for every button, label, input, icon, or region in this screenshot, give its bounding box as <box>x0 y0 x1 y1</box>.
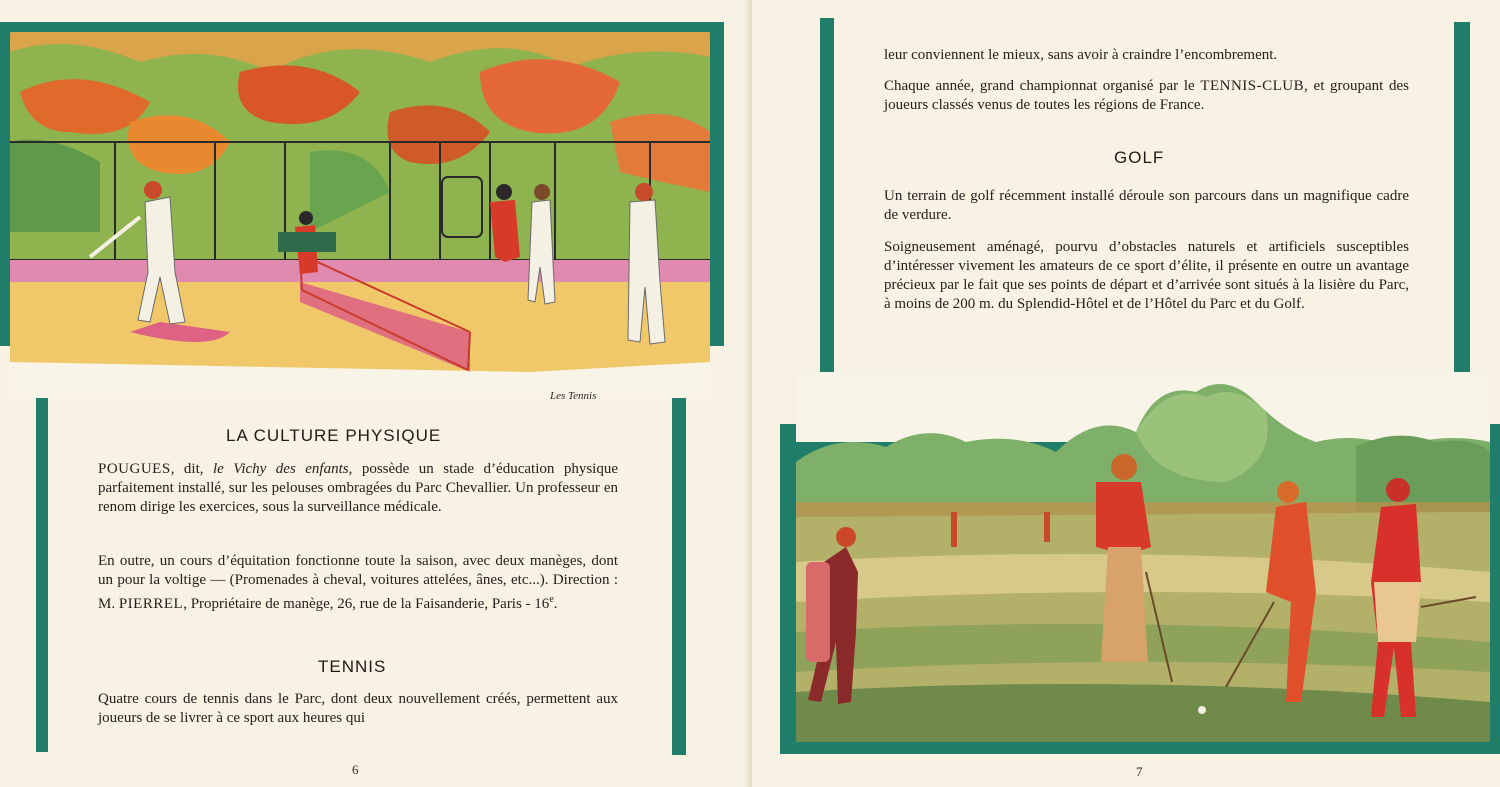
golf-paragraph-2: Soigneusement aménagé, pourvu d’obstacles naturels et artificiels susceptibles d’intéresser vivement les amateurs de ce sport d’élite, il présente en outre un avantage précieux par le fait que ses points de départ et d’arrivée sont situés à la lisière du Parc, à moins de 200 m. du Splendid-Hôtel et de l’Hôtel du Parc et du Golf. <box>884 239 1409 312</box>
tennis-p2-text-b: , et groupant des joueurs classés venus de toutes les régions de France. <box>884 78 1410 113</box>
golf-illustration <box>796 372 1490 742</box>
tennis-continued: leur conviennent le mieux, sans avoir à craindre l’encombrement. <box>884 47 1278 63</box>
tennis-paragraph-2 <box>884 77 1409 115</box>
nickname-text: le Vichy des enfants <box>212 461 349 477</box>
culture-heading: LA CULTURE PHYSIQUE <box>226 426 442 445</box>
town-name: POUGUES <box>98 461 171 477</box>
culture-p2-text-a: En outre, un cours d’équitation fonctionne toute la saison, avec deux manèges, dont un pour la voltige — (Promenades à cheval, voitures attelées, ânes, etc...). Direction : M. <box>98 553 618 612</box>
golf-paragraph-1: Un terrain de golf récemment installé déroule son parcours dans un magnifique cadre de verdure. <box>884 188 1409 223</box>
culture-paragraph-1 <box>98 460 618 517</box>
culture-p2-superscript: e <box>549 594 554 605</box>
tennis-caption: Les Tennis <box>550 390 597 402</box>
tennis-club-name: TENNIS-CLUB <box>1200 78 1305 94</box>
tennis-illustration <box>10 32 710 398</box>
golf-heading: GOLF <box>1114 148 1165 167</box>
tennis-scene-svg <box>10 32 710 398</box>
culture-paragraph-2 <box>98 552 618 614</box>
left-page <box>0 0 748 787</box>
culture-p1-text-a: , dit, <box>170 461 213 477</box>
tennis-heading: TENNIS <box>318 657 387 676</box>
culture-p1-text-b: , possède un stade d’éducation physique parfaitement installé, sur les pelouses ombragées du Parc Chevallier. Un professeur en renom dirige les exercices, sous la surveillance médicale. <box>98 461 618 515</box>
tennis-p2-text-a: Chaque année, grand championnat organisé par le <box>884 78 1201 94</box>
page-number-right: 7 <box>1136 764 1143 779</box>
tennis-paragraph-1: Quatre cours de tennis dans le Parc, dont deux nouvellement créés, permettent aux joueurs de se livrer à ce sport aux heures qui <box>98 691 618 726</box>
culture-p2-text-c: . <box>553 596 558 612</box>
right-page <box>752 0 1500 787</box>
page-number-left: 6 <box>352 762 359 777</box>
golf-scene-svg <box>796 372 1490 742</box>
culture-p2-text-b: , Propriétaire de manège, 26, rue de la Faisanderie, Paris - 16 <box>183 596 550 612</box>
director-name: PIERREL <box>118 596 184 612</box>
